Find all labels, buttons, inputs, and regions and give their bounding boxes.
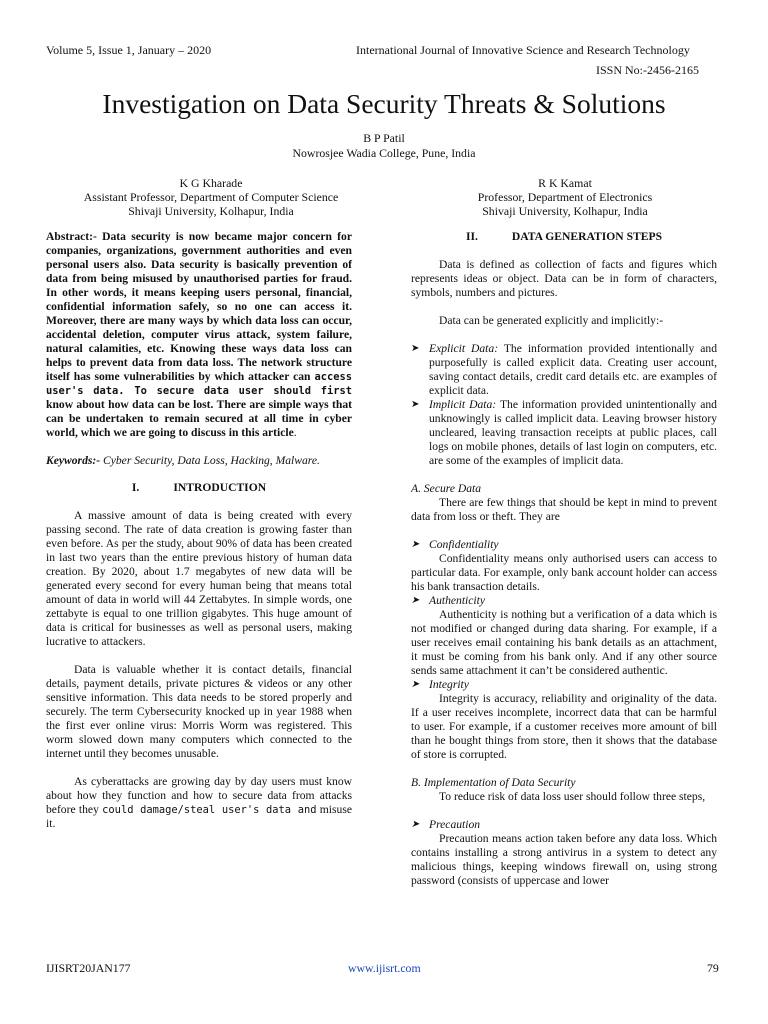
- bullet-label: Implicit Data:: [429, 398, 497, 411]
- bullet-label: Precaution: [429, 818, 481, 831]
- bullet-label: Confidentiality: [429, 538, 499, 551]
- confidentiality-text: Confidentiality means only authorised users can access to particular data. For example, only bank account holder can access his bank transaction details.: [411, 552, 717, 593]
- generation-paragraph-2: Data can be generated explicitly and implicitly:-: [439, 314, 664, 327]
- secure-data-text: There are few things that should be kept in mind to prevent data from loss or theft. They are: [411, 496, 717, 523]
- bullet-precaution: [411, 818, 717, 832]
- bullet-authenticity: [411, 594, 717, 608]
- subheading-implementation: B. Implementation of Data Security: [411, 776, 576, 789]
- keywords-label: Keywords:-: [46, 454, 101, 467]
- section-heading-introduction: [46, 481, 352, 495]
- abstract-text-end: know about how data can be lost. There are simple ways that can be undertaken to remain secured at all time in cyber world, which we are going to discuss in this article: [46, 398, 352, 439]
- abstract-text-mono: access user's data. To secure data user should first: [46, 371, 352, 397]
- article-id: IJISRT20JAN177: [46, 961, 131, 975]
- arrow-bullet-icon: ➤: [411, 679, 420, 690]
- abstract-period: .: [293, 426, 297, 439]
- intro-p3-mono: could damage/steal user's data and: [102, 804, 317, 816]
- issn: ISSN No:-2456-2165: [596, 63, 700, 77]
- author-center-affiliation: Nowrosjee Wadia College, Pune, India: [292, 146, 476, 160]
- arrow-bullet-icon: ➤: [411, 343, 420, 354]
- bullet-text: The information provided unintentionally and unknowingly is called implicit data. Leaving browser history uncleared, leaving transaction receipts at public places, call logs on mobile phones, details of last login on computers, etc. are some of the examples of implicit data.: [429, 398, 717, 467]
- bullet-integrity: [411, 678, 717, 692]
- keywords: [46, 454, 352, 468]
- author-right-affiliation-2: Shivaji University, Kolhapur, India: [482, 204, 648, 218]
- author-center-name: B P Patil: [363, 131, 405, 145]
- author-right-affiliation-1: Professor, Department of Electronics: [477, 190, 653, 204]
- author-right-name: R K Kamat: [538, 176, 592, 190]
- arrow-bullet-icon: ➤: [411, 539, 420, 550]
- paper-title: Investigation on Data Security Threats & Solutions: [102, 88, 666, 119]
- author-left-affiliation-2: Shivaji University, Kolhapur, India: [128, 204, 294, 218]
- bullet-confidentiality: [411, 538, 717, 552]
- generation-paragraph-1: Data is defined as collection of facts and figures which represents ideas or object. Data can be in form of characters, symbols, numbers and pictures.: [411, 258, 717, 299]
- intro-p3-text: As cyberattacks are growing day by day users must know about how they function and how to secure data from attacks before they: [46, 775, 352, 816]
- bullet-explicit-data: [411, 342, 717, 398]
- integrity-text: Integrity is accuracy, reliability and originality of the data. If a user receives incomplete, incorrect data that can be harmful to user. For example, if a customer receives more amount of bill than he bought things from store, then it shows that the database of store is corrupted.: [411, 692, 717, 761]
- bullet-label: Integrity: [429, 678, 469, 691]
- intro-paragraph-2: Data is valuable whether it is contact details, financial details, payment details, private pictures & videos or any other sensitive information. This data needs to be stored properly and securely. The term Cybersecurity knocked up in year 1988 when the first ever online virus: Morris Worm was registered. This worm slowed down many computers which connected to the internet until they becomes unusable.: [46, 663, 352, 760]
- section-number: II.: [465, 230, 478, 243]
- authenticity-text: Authenticity is nothing but a verification of a data which is not modified or changed during data sharing. For example, if a user receives email containing his bank details as an attachment, it must be coming from his bank only. And if any other source sends same attachment it can’t be considered authentic.: [411, 608, 717, 677]
- arrow-bullet-icon: ➤: [411, 595, 420, 606]
- abstract-text: Abstract:- Data security is now became major concern for companies, organizations, government authorities and even personal users also. Data security is basically prevention of data from being misused by unauthorised parties for fraud. In other words, it means keeping users personal, financial, confidential information safely, so no one can access it. Moreover, there are many ways by which data loss can occur, accidental deletion, computer virus attack, system failure, natural calamities, etc. Knowing these ways data loss can helps to prevent data from data loss. The network structure itself has some vulnerabilities by which attacker can: [46, 230, 352, 383]
- section-number: I.: [131, 481, 140, 494]
- intro-paragraph-1: A massive amount of data is being created with every passing second. The rate of data creation is growing faster than even before. As per the study, about 90% of data has been created in last two years than the entire previous history of human data creation. By 2020, about 1.7 megabytes of new data will be generated every second for every human being that means total amount of data in world will 44 Zettabytes. In simple words, one zettabyte is equal to one trillion gigabytes. This huge amount of data is critical for businesses as well as personal users, making lucrative to attackers.: [46, 509, 352, 648]
- section-heading-data-generation: [411, 230, 717, 244]
- bullet-text: The information provided intentionally and purposefully is called explicit data. Creating user account, saving contact details, credit card details etc. are examples of explicit data.: [429, 342, 717, 397]
- page-number: 79: [707, 961, 719, 975]
- arrow-bullet-icon: ➤: [411, 819, 420, 830]
- journal-link[interactable]: www.ijisrt.com: [348, 961, 421, 975]
- author-left-affiliation-1: Assistant Professor, Department of Computer Science: [83, 190, 339, 204]
- left-column: [46, 230, 352, 831]
- arrow-bullet-icon: ➤: [411, 399, 420, 410]
- subheading-secure-data: A. Secure Data: [411, 482, 482, 495]
- bullet-label: Authenticity: [429, 594, 486, 607]
- author-left-name: K G Kharade: [179, 176, 243, 190]
- section-title: INTRODUCTION: [173, 481, 267, 494]
- bullet-implicit-data: [411, 398, 717, 468]
- abstract: [46, 230, 352, 440]
- implementation-text: To reduce risk of data loss user should follow three steps,: [439, 790, 706, 803]
- intro-p3-end: misuse it.: [46, 803, 352, 830]
- precaution-text: Precaution means action taken before any data loss. Which contains installing a strong antivirus in a system to detect any malicious things, keeping windows firewall on, using strong password (consists of uppercase and lower: [411, 832, 717, 887]
- section-title: DATA GENERATION STEPS: [511, 230, 663, 243]
- bullet-label: Explicit Data:: [429, 342, 499, 355]
- volume-info: Volume 5, Issue 1, January – 2020: [46, 43, 212, 57]
- intro-paragraph-3: [46, 775, 352, 831]
- right-column: [411, 230, 717, 888]
- keywords-text: Cyber Security, Data Loss, Hacking, Malware.: [100, 454, 320, 467]
- journal-name: International Journal of Innovative Science and Research Technology: [356, 43, 690, 57]
